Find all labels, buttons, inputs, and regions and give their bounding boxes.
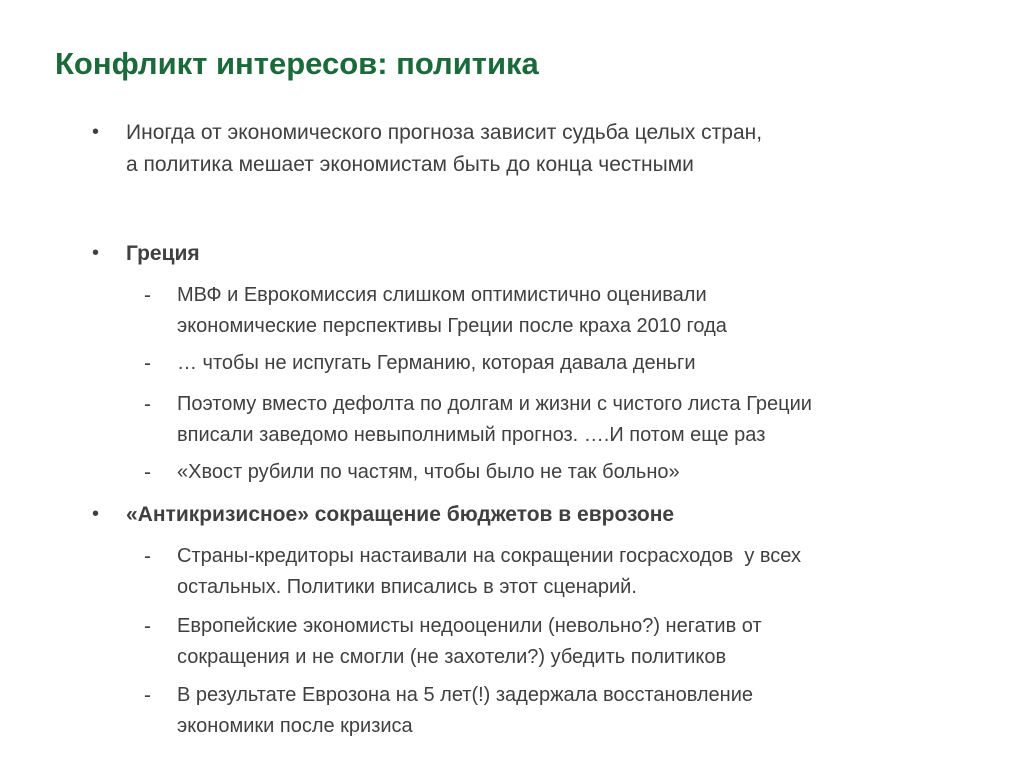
eurozone-item-1-line-1: Страны-кредиторы настаивали на сокращении госрасходов у всех <box>177 545 801 567</box>
bullet-marker: • <box>92 503 100 525</box>
greece-item-3-line-2: вписали заведомо невыполнимый прогноз. ….И потом еще раз <box>177 424 766 446</box>
dash-marker: - <box>144 284 151 307</box>
greece-item-2-line-1: … чтобы не испугать Германию, которая давала деньги <box>177 352 696 374</box>
greece-item <box>177 348 977 379</box>
greece-heading: Греция <box>126 242 200 265</box>
intro-line-1: Иногда от экономического прогноза зависит судьба целых стран, <box>126 121 763 144</box>
intro-bullet <box>126 117 966 181</box>
eurozone-item <box>177 611 977 673</box>
eurozone-item-2-line-1: Европейские экономисты недооценили (невольно?) негатив от <box>177 615 762 637</box>
eurozone-item-3-line-2: экономики после кризиса <box>177 715 413 737</box>
eurozone-item <box>177 541 977 603</box>
eurozone-item-2-line-2: сокращения и не смогли (не захотели?) убедить политиков <box>177 646 727 668</box>
bullet-marker: • <box>92 121 100 143</box>
eurozone-heading: «Антикризисное» сокращение бюджетов в еврозоне <box>126 503 675 526</box>
dash-marker: - <box>144 615 151 638</box>
greece-item <box>177 389 977 451</box>
slide-title: Конфликт интересов: политика <box>55 46 539 81</box>
greece-item-1-line-2: экономические перспективы Греции после краха 2010 года <box>177 315 727 337</box>
bullet-marker: • <box>92 242 100 264</box>
dash-marker: - <box>144 684 151 707</box>
dash-marker: - <box>144 352 151 375</box>
eurozone-item-3-line-1: В результате Еврозона на 5 лет(!) задержала восстановление <box>177 684 753 706</box>
eurozone-item <box>177 680 977 742</box>
dash-marker: - <box>144 545 151 568</box>
greece-item <box>177 280 977 342</box>
greece-item-4-line-1: «Хвост рубили по частям, чтобы было не так больно» <box>177 461 680 483</box>
greece-item <box>177 457 977 488</box>
dash-marker: - <box>144 461 151 484</box>
eurozone-item-1-line-2: остальных. Политики вписались в этот сценарий. <box>177 576 637 598</box>
intro-line-2: а политика мешает экономистам быть до конца честными <box>126 153 694 176</box>
greece-item-1-line-1: МВФ и Еврокомиссия слишком оптимистично оценивали <box>177 284 707 306</box>
greece-item-3-line-1: Поэтому вместо дефолта по долгам и жизни с чистого листа Греции <box>177 393 812 415</box>
dash-marker: - <box>144 393 151 416</box>
